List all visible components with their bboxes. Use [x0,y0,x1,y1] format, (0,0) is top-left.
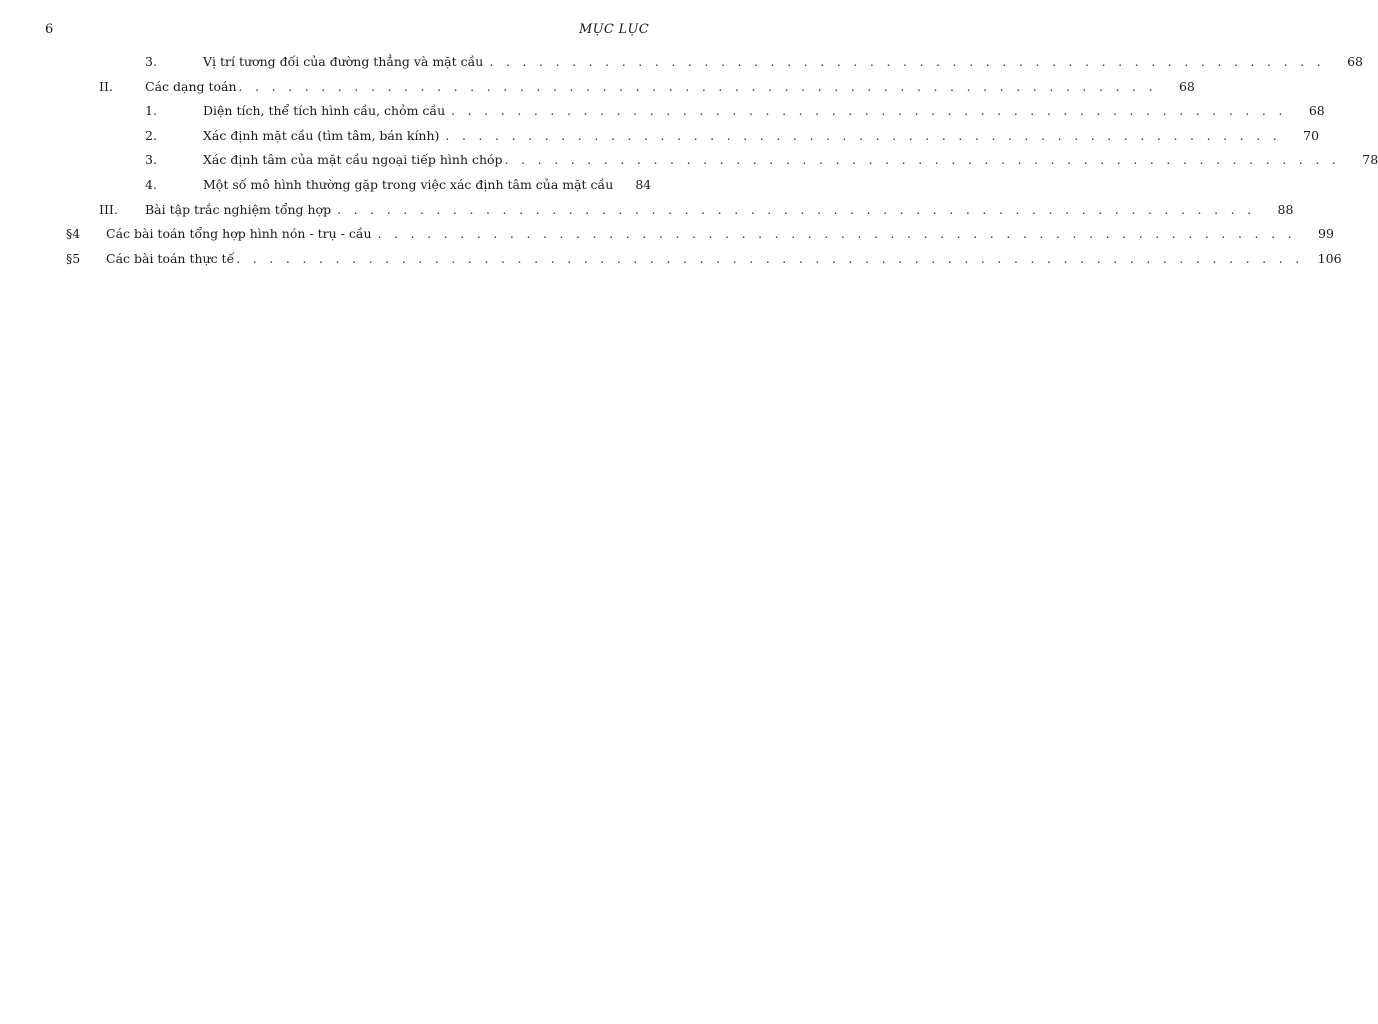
toc-entry-title: Diện tích, thể tích hình cầu, chỏm cầu [203,103,446,118]
toc-leader-dots: . . . . . . . . . . . . . . . . . . . . . . . . . . . . . . . . . . . . . . . . . . . . . . . . . . . [489,54,1325,69]
page-number: 6 [45,22,54,37]
toc-entry-page: 99 [1318,226,1334,241]
toc-leader-dots: . . . . . . . . . . . . . . . . . . . . . . . . . . . . . . . . . . . . . . . . . . . . . . . . . . . . . . . . [337,202,1256,217]
running-head: MỤC LỤC [579,22,649,37]
toc-leader-dots: . . . . . . . . . . . . . . . . . . . . . . . . . . . . . . . . . . . . . . . . . . . . . . . . . . . [504,152,1341,167]
toc-entry-title: Các bài toán tổng hợp hình nón - trụ - cầu [106,226,372,241]
toc-entry[interactable] [145,52,1363,72]
toc-entry-page: 88 [1277,202,1294,217]
toc-leader-dots: . . . . . . . . . . . . . . . . . . . . . . . . . . . . . . . . . . . . . . . . . . . . . . . . . . . . . . . . [238,79,1157,94]
toc-leader-dots: . . . . . . . . . . . . . . . . . . . . . . . . . . . . . . . . . . . . . . . . . . . . . . . . . . . . . . . . [377,226,1296,241]
toc-leader-dots: . . . . . . . . . . . . . . . . . . . . . . . . . . . . . . . . . . . . . . . . . . . . . . . . . . . [451,103,1287,118]
toc-entry-title: Vị trí tương đối của đường thẳng và mặt cầu [203,54,484,69]
toc-entry-number: 4. [145,177,157,192]
toc-entry[interactable] [145,150,1378,170]
toc-entry-page: 68 [1347,54,1363,69]
toc-entry-title: Một số mô hình thường gặp trong việc xác định tâm của mặt cầu [203,177,614,192]
toc-entry-title: Xác định tâm của mặt cầu ngoại tiếp hình chóp [203,152,503,167]
toc-leader-dots: . . . . . . . . . . . . . . . . . . . . . . . . . . . . . . . . . . . . . . . . . . . . . . . . . . . . . . . . . . . . . . . . . [236,251,1304,266]
toc-entry-title: Bài tập trắc nghiệm tổng hợp [145,202,332,217]
toc-entry-number: II. [99,79,113,94]
toc-entry-title: Xác định mặt cầu (tìm tâm, bán kính) [203,128,440,143]
toc-entry-number: III. [99,202,118,217]
toc-entry-page: 70 [1303,128,1320,143]
toc-entry-page: 106 [1317,251,1342,266]
toc-entry-number: §4 [66,226,81,241]
toc-entry-title: Các dạng toán [145,79,237,94]
toc-entry-title: Các bài toán thực tế [106,251,235,266]
toc-entry[interactable] [145,126,1320,146]
toc-entry-page: 84 [635,177,652,192]
toc-entry[interactable] [99,200,1294,220]
toc-leader-dots: . . . . . . . . . . . . . . . . . . . . . . . . . . . . . . . . . . . . . . . . . . . . . . . . . . . [445,128,1282,143]
toc-entry[interactable] [66,249,1342,269]
toc-entry-number: 3. [145,152,157,167]
toc-entry[interactable] [99,77,1195,97]
toc-entry[interactable] [66,224,1334,244]
toc-entry-number: 1. [145,103,157,118]
toc-entry-page: 68 [1178,79,1195,94]
toc-entry-number: 2. [145,128,157,143]
toc-entry[interactable] [145,101,1325,121]
toc-entry-number: 3. [145,54,157,69]
toc-entry[interactable] [145,175,652,195]
toc-entry-number: §5 [66,251,81,266]
toc-entry-page: 68 [1308,103,1325,118]
toc-entry-page: 78 [1362,152,1378,167]
